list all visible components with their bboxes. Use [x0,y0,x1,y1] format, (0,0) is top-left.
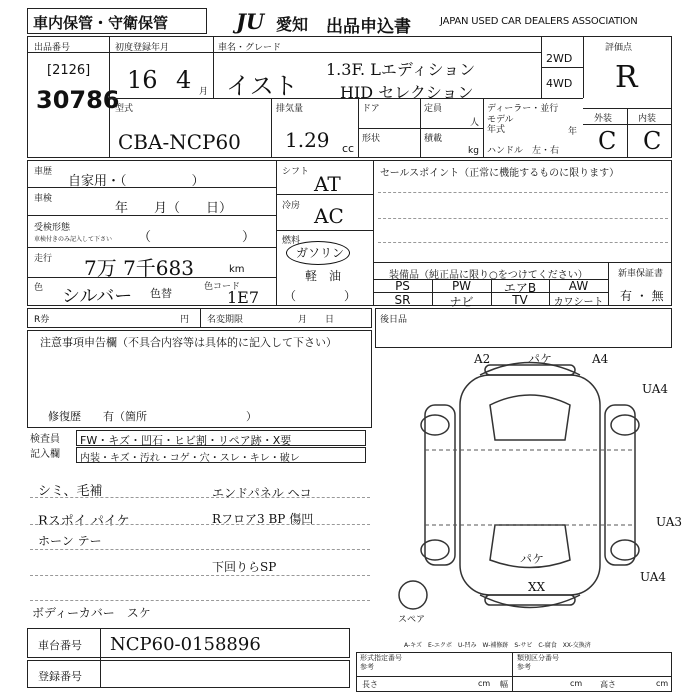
chassis-value: NCP60-0158896 [110,634,261,655]
door-label: ドア [362,104,380,114]
rear-items-label: 後日品 [380,315,408,325]
equip-leather[interactable]: カワシート [553,297,604,308]
spare-label: スペア [398,615,426,625]
spec-box [356,652,672,692]
org-name: 愛知 [276,15,309,34]
reg-label: 登録番号 [38,670,82,683]
new-car-warranty-value: 有 ・ 無 [620,289,664,303]
fuel-label: 燃料 [282,236,301,246]
repair-history: 修復歴 有（箇所 ） [48,410,257,423]
association-name: JAPAN USED CAR DEALERS ASSOCIATION [440,16,638,27]
rating-label: 評価点 [605,43,633,53]
color-value: シルバー [62,286,133,307]
inspection-value: 年 月（ 日） [115,201,233,216]
inspector-note-6: 下回りらSP [212,560,277,574]
inspector-note-1: シミ、毛補 [38,484,103,499]
model-value: CBA-NCP60 [118,130,241,154]
body-cover-note: ボディーカバー スケ [32,606,151,620]
equip-ps[interactable]: PS [395,279,410,293]
rear-bumper [485,595,575,605]
grade-line2: HID セレクション [340,83,474,102]
first-reg-year: 16 [127,66,158,94]
diag-mark-ua4-bottom: UA4 [640,570,667,584]
accept-label: 受検形態 [34,223,71,233]
sales-point-label: セールスポイント（正常に機能するものに限ります） [380,168,620,179]
shift-label: シフト [282,167,310,177]
handle-label: ハンドル 左・右 [487,146,560,156]
length-label: 長さ [362,680,378,689]
shift-value: AT [314,172,341,196]
mileage-value: 7万 7千683 [84,256,194,280]
accept-note: 車検付きのみ記入して下さい [34,236,113,243]
color-label: 色 [34,283,44,293]
inspector-note-5: Rフロア3 BP 傷凹 [212,512,314,526]
fw-row-text: FW・キズ・凹石・ヒビ割・リペア跡・X要 [80,434,292,447]
mileage-label: 走行 [34,254,53,264]
lot-bracket: [2126] [47,63,91,78]
name-change-value: 月 日 [298,315,335,325]
diag-mark-a2: A2 [474,352,491,366]
ju-logo: JU [236,9,265,34]
equip-airbag[interactable]: エアB [503,281,537,295]
spare-tire [399,581,427,609]
recycle-unit: 円 [180,315,190,325]
dealer-label: ディーラー・並行 [487,104,559,114]
drive-4wd[interactable]: 4WD [546,77,573,90]
grade-line1: 1.3F. Lエディション [326,60,476,79]
rear-items-box [375,308,672,348]
interior-grade: C [643,127,662,155]
fuel-other: （ ） [284,289,357,303]
aircon-label: 冷房 [282,201,301,211]
color-change-label: 色替 [150,287,172,300]
spec-label: 形式指定番号 参考 [360,654,402,671]
car-windshield [490,395,570,440]
displacement-unit: cc [342,142,355,155]
exterior-grade: C [598,127,617,155]
diagram-legend: A-キズ E-エクボ U-凹み W-補修跡 S-サビ C-腐食 XX-交換済 [404,642,591,649]
capacity-label: 定員 [424,104,443,114]
equipment-label: 装備品（純正品に限り○をつけてください） [389,270,588,281]
first-reg-month: 4 [176,66,192,94]
height-unit: cm [656,679,669,688]
displacement-value: 1.29 [285,128,330,152]
drive-2wd[interactable]: 2WD [546,52,573,65]
inspector-note-2: Rスポイ パイケ [38,514,130,529]
load-label: 積載 [424,134,443,144]
fuel-diesel[interactable]: 軽 油 [305,269,342,283]
category-label: 類別区分番号 参考 [517,654,559,671]
diag-mark-ua4-top: UA4 [642,382,669,396]
equip-navi[interactable]: ナビ [449,295,474,309]
diag-mark-ua3: UA3 [656,515,683,529]
height-label: 高さ [600,680,616,689]
diag-mark-pake-front: パケ [528,352,553,366]
equip-pw[interactable]: PW [451,279,472,293]
inspector-note-3: ホーン テー [38,534,102,548]
equip-sr[interactable]: SR [394,293,411,307]
fuel-gasoline[interactable]: ガソリン [296,246,345,260]
first-reg-label: 初度登録年月 [115,43,170,53]
equip-tv[interactable]: TV [512,293,528,307]
shape-label: 形状 [362,134,381,144]
capacity-unit: 人 [470,118,480,128]
model-label: 型式 [115,104,134,114]
diag-mark-a4: A4 [592,352,609,366]
displacement-label: 排気量 [276,104,304,114]
length-unit: cm [478,679,491,688]
name-change-label: 名変期限 [207,315,244,325]
car-name: イスト [226,72,298,100]
rating-score: R [615,60,638,95]
interior-row-text: 内装・キズ・汚れ・コゲ・穴・スレ・キレ・破レ [80,453,300,464]
diag-mark-pake-rear: パケ [520,552,545,566]
inspector-label: 検査員 記入欄 [30,434,60,460]
storage-title: 車内保管・守衛保管 [33,14,169,32]
inspection-label: 車検 [34,194,53,204]
history-value: 自家用・（ ） [68,174,205,189]
load-unit: kg [468,146,479,156]
lot-label: 出品番号 [34,43,71,53]
model-year-label: モデル 年式 [487,115,514,135]
model-year-unit: 年 [568,127,578,137]
inspector-note-4: エンドパネル ヘコ [212,486,312,500]
color-code: 1E7 [227,288,260,307]
name-label: 車名・グレード [218,43,282,53]
interior-label: 内装 [638,114,657,124]
width-unit: cm [570,679,583,688]
first-reg-month-unit: 月 [199,87,209,97]
lot-number: 30786 [36,86,120,114]
exterior-label: 外装 [594,114,613,124]
equip-aw[interactable]: AW [568,279,589,293]
car-diagram [395,345,675,640]
accept-paren: （ ） [138,230,256,245]
history-label: 車歴 [34,167,53,177]
form-title: 出品申込書 [326,17,411,37]
diag-mark-xx: XX [528,580,546,594]
recycle-label: R券 [34,315,50,325]
mileage-unit: km [229,264,245,275]
color-code-label: 色コード [204,282,241,292]
new-car-warranty-label: 新車保証書 [618,269,664,279]
width-label: 幅 [500,680,508,689]
chassis-label: 車台番号 [38,639,82,652]
aircon-value: AC [314,204,344,228]
notes-label: 注意事項申告欄（不具合内容等は具体的に記入して下さい） [40,336,337,349]
